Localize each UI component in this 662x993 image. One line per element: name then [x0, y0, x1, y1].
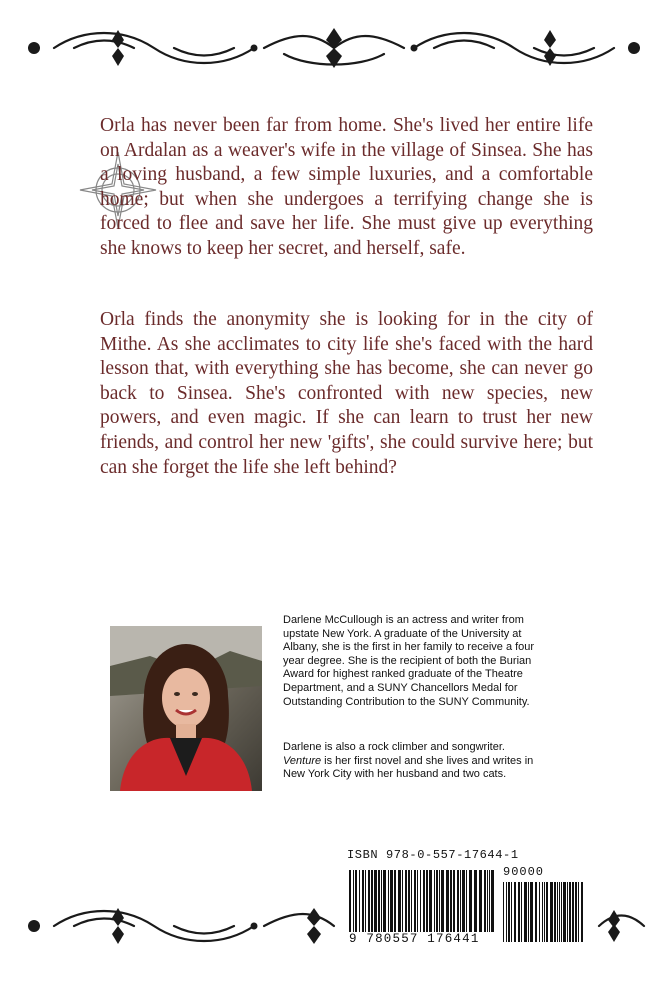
barcode-bar [426, 870, 428, 932]
barcode-bar [439, 870, 440, 932]
barcode-bar [388, 870, 389, 932]
barcode-addon-bar [569, 882, 571, 942]
barcode-addon-bar [567, 882, 568, 942]
barcode-bar [441, 870, 444, 932]
barcode-bar [466, 870, 467, 932]
barcode-addon-bar [506, 882, 507, 942]
barcode-addon-bar [508, 882, 510, 942]
barcode-addon-bar [578, 882, 579, 942]
author-photo [110, 626, 262, 791]
barcode-addon-bar [550, 882, 553, 942]
barcode-addon-bar [511, 882, 512, 942]
barcode-bar [355, 870, 357, 932]
barcode-addon-bar [503, 882, 504, 942]
barcode-addon-bar [542, 882, 543, 942]
barcode-bar [414, 870, 416, 932]
barcode-bar [487, 870, 488, 932]
barcode-bar [460, 870, 461, 932]
barcode-bar [479, 870, 482, 932]
barcode-bar [491, 870, 494, 932]
barcode-bar [371, 870, 373, 932]
isbn-label: ISBN 978-0-557-17644-1 [347, 848, 519, 862]
barcode-bar [450, 870, 452, 932]
barcode-bar [359, 870, 360, 932]
barcode-bar [484, 870, 486, 932]
author-bio-paragraph-2 [283, 741, 538, 782]
barcode-digits: 9 780557 176441 [349, 932, 480, 946]
barcode-addon-bar [546, 882, 548, 942]
barcode-bar [420, 870, 421, 932]
barcode-addon-bar [514, 882, 516, 942]
barcode-bar [349, 870, 351, 932]
barcode-bar [390, 870, 393, 932]
barcode-bar [423, 870, 425, 932]
barcode-bar [368, 870, 370, 932]
barcode-bar [429, 870, 432, 932]
barcode-bar [362, 870, 364, 932]
barcode-addon-bar [518, 882, 520, 942]
blurb-paragraph-1: Orla has never been far from home. She's lived her entire life on Ardalan as a weaver's wife in the village of Sinsea. She has a loving husband, a few simple luxuries, and a comfortable home; but when she undergoes a terrifying change she is forced to flee and save her life. She must give up everything she knows to keep her secret, and herself, safe. [100, 115, 593, 259]
bio-rest-text: is her first novel and she lives and writes in New York City with her husband and two cats. [283, 754, 534, 781]
author-bio-paragraph-1: Darlene McCullough is an actress and writer from upstate New York. A graduate of the University at Albany, she is the first in her family to receive a four year degree. She is the recipient of both the Burian Award for highest ranked graduate of the Theatre Department, and a SUNY Chancellors Medal for Outstanding Contribution to the SUNY Community. [283, 614, 535, 708]
barcode-bar [446, 870, 449, 932]
barcode-addon-bar [572, 882, 574, 942]
barcode-bar [462, 870, 465, 932]
barcode-bar [453, 870, 455, 932]
barcode-addon-bar [557, 882, 558, 942]
barcode-bar [378, 870, 380, 932]
isbn-barcode [343, 848, 593, 958]
barcode-addon-bar [528, 882, 529, 942]
barcode-bar [474, 870, 477, 932]
barcode-addon-bar [535, 882, 537, 942]
barcode-bar [489, 870, 490, 932]
barcode-bar [383, 870, 386, 932]
barcode-bar [436, 870, 438, 932]
barcode-addon-bar [544, 882, 545, 942]
barcode-bar [434, 870, 435, 932]
barcode-addon-bar [554, 882, 556, 942]
barcode-addon-bar [563, 882, 566, 942]
barcode-bar [365, 870, 366, 932]
barcode-bar [469, 870, 472, 932]
barcode-bars [343, 862, 593, 942]
blurb-paragraph-2: Orla finds the anonymity she is looking for in the city of Mithe. As she acclimates to city life she's faced with the hard lesson that, with everything she has become, she can never go back to Sinsea. She's confronted with new species, new powers, and even magic. If she can learn to trust her new friends, and control her new 'gifts', she could survive here; but can she forget the life she left behind? [100, 309, 593, 478]
barcode-bar [402, 870, 403, 932]
barcode-addon-bar [561, 882, 562, 942]
barcode-bar [398, 870, 401, 932]
barcode-bar [394, 870, 396, 932]
barcode-bar [353, 870, 354, 932]
barcode-addon-bar [559, 882, 560, 942]
barcode-bar [417, 870, 418, 932]
book-title-venture: Venture [283, 754, 322, 767]
barcode-addon-bar [521, 882, 522, 942]
barcode-addon-bar [575, 882, 577, 942]
bio-lead-text: Darlene is also a rock climber and songwriter. [283, 741, 505, 753]
ornamental-border-top-icon [14, 24, 654, 72]
barcode-addon-bar [539, 882, 540, 942]
barcode-addon-bar [524, 882, 527, 942]
barcode-bar [381, 870, 382, 932]
barcode-bar [411, 870, 412, 932]
barcode-bar [457, 870, 459, 932]
barcode-addon-bar [530, 882, 533, 942]
price-code: 90000 [503, 865, 545, 879]
barcode-bar [405, 870, 407, 932]
barcode-bar [408, 870, 410, 932]
barcode-addon-bar [581, 882, 583, 942]
barcode-bar [374, 870, 377, 932]
